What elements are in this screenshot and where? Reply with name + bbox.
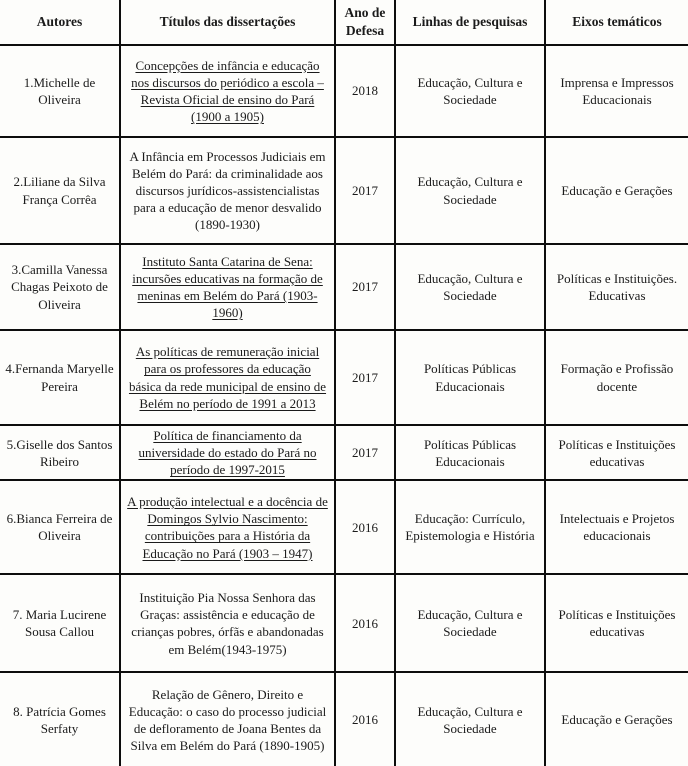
year-cell — [335, 672, 395, 766]
title-cell — [120, 244, 335, 330]
year-cell — [335, 244, 395, 330]
table-row — [0, 244, 688, 330]
title-cell-text: As políticas de remuneração inicial para os professores da educação básica da rede municipal de ensino de Belém no período de 1991 a 2013 — [128, 344, 327, 411]
header-linhas-pesquisas: Linhas de pesquisas — [395, 0, 545, 45]
title-cell — [120, 672, 335, 766]
header-ano-defesa: Ano de Defesa — [335, 0, 395, 45]
research-line-cell-text: Políticas Públicas Educacionais — [423, 361, 517, 394]
year-cell — [335, 137, 395, 244]
thematic-axis-cell-text: Políticas e Instituições. Educativas — [556, 270, 678, 303]
research-line-cell — [395, 425, 545, 480]
research-line-cell-text: Educação: Currículo, Epistemologia e História — [405, 511, 535, 544]
header-eixos-tematicos: Eixos temáticos — [545, 0, 688, 45]
research-line-cell — [395, 574, 545, 672]
year-cell — [335, 480, 395, 574]
year-cell-text: 2016 — [352, 712, 378, 728]
author-cell-text: 6.Bianca Ferreira de Oliveira — [6, 511, 113, 544]
year-cell-text: 2017 — [352, 445, 378, 461]
research-line-cell — [395, 137, 545, 244]
author-cell — [0, 425, 120, 480]
author-cell-text: 4.Fernanda Maryelle Pereira — [5, 361, 114, 394]
table-row — [0, 45, 688, 137]
year-cell — [335, 574, 395, 672]
year-cell — [335, 45, 395, 137]
thematic-axis-cell-text: Formação e Profissão docente — [560, 361, 674, 394]
thematic-axis-cell — [545, 244, 688, 330]
author-cell — [0, 45, 120, 137]
author-cell — [0, 480, 120, 574]
thematic-axis-cell-text: Imprensa e Impressos Educacionais — [560, 74, 674, 107]
thematic-axis-cell — [545, 137, 688, 244]
table-row — [0, 137, 688, 244]
title-cell — [120, 425, 335, 480]
thematic-axis-cell — [545, 45, 688, 137]
thematic-axis-cell — [545, 480, 688, 574]
table-row — [0, 330, 688, 425]
thematic-axis-cell — [545, 672, 688, 766]
research-line-cell — [395, 672, 545, 766]
table-row — [0, 672, 688, 766]
author-cell-text: 5.Giselle dos Santos Ribeiro — [6, 436, 113, 469]
author-cell-text: 1.Michelle de Oliveira — [23, 74, 96, 107]
title-cell — [120, 480, 335, 574]
header-autores: Autores — [0, 0, 120, 45]
table-row — [0, 425, 688, 480]
title-cell — [120, 45, 335, 137]
author-cell — [0, 672, 120, 766]
research-line-cell — [395, 330, 545, 425]
table-body — [0, 45, 688, 766]
author-cell-text: 8. Patrícia Gomes Serfaty — [13, 703, 106, 736]
year-cell-text: 2017 — [352, 279, 378, 295]
title-cell-text: Instituição Pia Nossa Senhora das Graças: assistência e educação de crianças pobres, órfãs e abandonadas em Belém(1943-1975) — [131, 590, 324, 657]
author-cell — [0, 574, 120, 672]
author-cell — [0, 244, 120, 330]
thematic-axis-cell — [545, 330, 688, 425]
title-cell-text: Relação de Gênero, Direito e Educação: o caso do processo judicial de defloramento de Joana Bentes da Silva em Belém do Pará (1890-1905) — [128, 686, 327, 754]
header-row — [0, 0, 688, 45]
thematic-axis-cell-text: Políticas e Instituições educativas — [558, 436, 676, 469]
year-cell-text: 2017 — [352, 182, 378, 198]
thematic-axis-cell-text: Educação e Gerações — [561, 712, 673, 728]
thematic-axis-cell-text: Políticas e Instituições educativas — [558, 607, 676, 640]
author-cell-text: 3.Camilla Vanessa Chagas Peixoto de Oliveira — [11, 262, 108, 312]
header-titulos: Títulos das dissertações — [120, 0, 335, 45]
author-cell-text: 7. Maria Lucirene Sousa Callou — [12, 607, 107, 640]
title-cell-text: A Infância em Processos Judiciais em Belém do Pará: da criminalidade aos discursos jurídicos-assistencialistas para a educação de menor desvalido (1890-1930) — [129, 148, 326, 233]
research-line-cell-text: Educação, Cultura e Sociedade — [417, 74, 523, 107]
research-line-cell — [395, 244, 545, 330]
research-line-cell-text: Educação, Cultura e Sociedade — [417, 270, 523, 303]
author-cell-text: 2.Liliane da Silva França Corrêa — [13, 174, 106, 207]
title-cell-text: Política de financiamento da universidade do estado do Pará no período de 1997-2015 — [138, 428, 317, 478]
title-cell-text: Instituto Santa Catarina de Sena: incursões educativas na formação de meninas em Belém do Pará (1903-1960) — [132, 253, 323, 321]
title-cell-text: A produção intelectual e a docência de Domingos Sylvio Nascimento: contribuições para a História da Educação no Pará (1903 – 1947) — [127, 494, 328, 561]
year-cell-text: 2016 — [352, 519, 378, 535]
title-cell — [120, 137, 335, 244]
research-line-cell-text: Educação, Cultura e Sociedade — [417, 174, 523, 207]
research-line-cell — [395, 480, 545, 574]
year-cell-text: 2017 — [352, 369, 378, 385]
thematic-axis-cell-text: Educação e Gerações — [561, 182, 673, 198]
thematic-axis-cell — [545, 425, 688, 480]
year-cell-text: 2016 — [352, 615, 378, 631]
table-row — [0, 574, 688, 672]
table-row — [0, 480, 688, 574]
author-cell — [0, 330, 120, 425]
year-cell — [335, 330, 395, 425]
research-line-cell-text: Educação, Cultura e Sociedade — [417, 607, 523, 640]
research-line-cell-text: Políticas Públicas Educacionais — [423, 436, 517, 469]
title-cell — [120, 330, 335, 425]
thematic-axis-cell — [545, 574, 688, 672]
research-line-cell — [395, 45, 545, 137]
year-cell-text: 2018 — [352, 83, 378, 99]
year-cell — [335, 425, 395, 480]
title-cell-text: Concepções de infância e educação nos discursos do periódico a escola – Revista Oficial de ensino do Pará (1900 a 1905) — [131, 57, 324, 125]
thematic-axis-cell-text: Intelectuais e Projetos educacionais — [559, 511, 675, 544]
research-line-cell-text: Educação, Cultura e Sociedade — [417, 703, 523, 736]
author-cell — [0, 137, 120, 244]
title-cell — [120, 574, 335, 672]
